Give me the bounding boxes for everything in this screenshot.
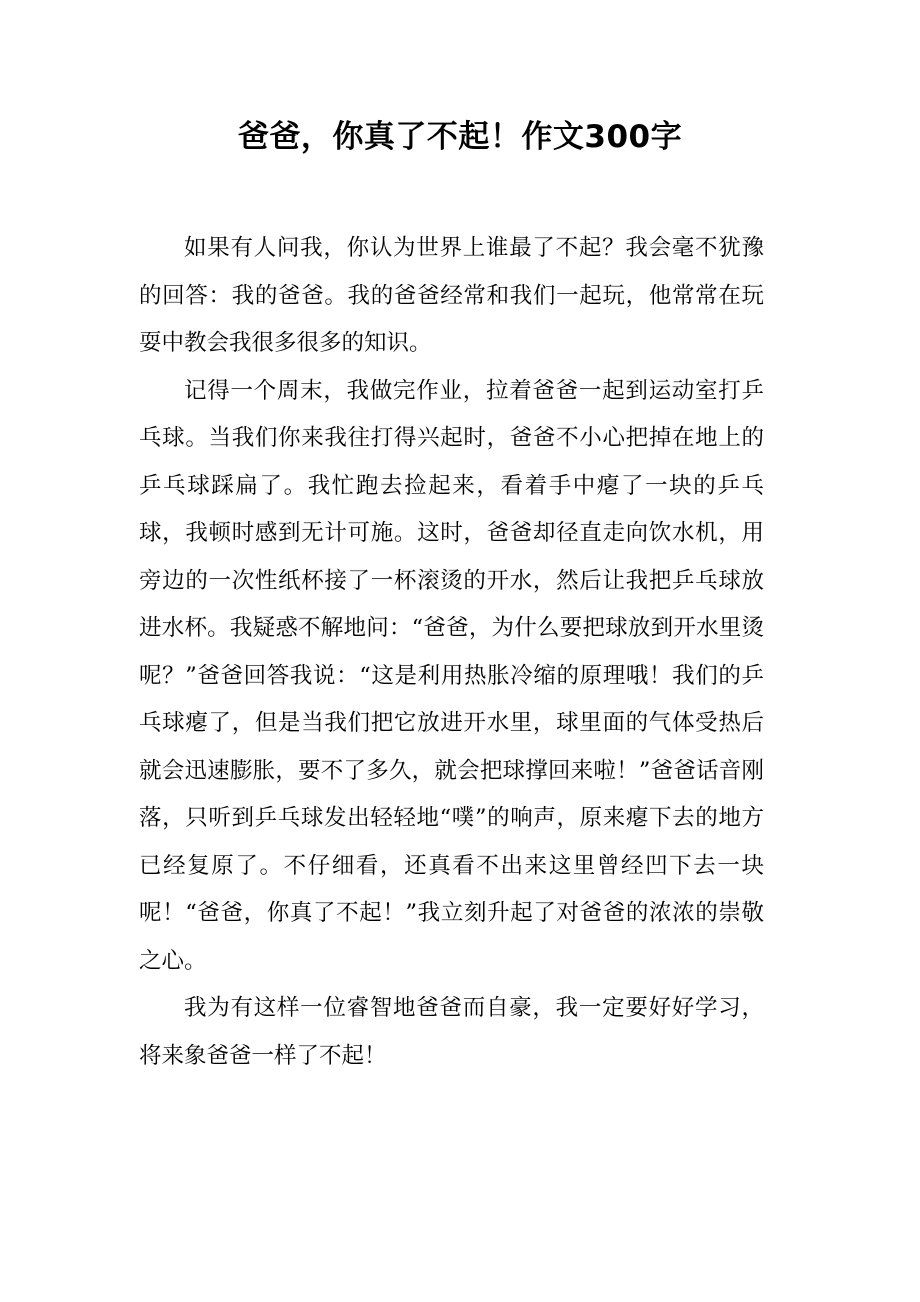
paragraph-intro: 如果有人问我，你认为世界上谁最了不起？我会毫不犹豫的回答：我的爸爸。我的爸爸经常和我们一起玩，他常常在玩耍中教会我很多很多的知识。 <box>139 235 764 356</box>
paragraph-story: 记得一个周末，我做完作业，拉着爸爸一起到运动室打乒乓球。当我们你来我往打得兴起时，爸爸不小心把掉在地上的乒乓球踩扁了。我忙跑去捡起来，看着手中瘪了一块的乒乓球，我顿时感到无计可施。这时，爸爸却径直走向饮水机，用旁边的一次性纸杯接了一杯滚烫的开水，然后让我把乒乓球放进水杯。我疑惑不解地问：“爸爸，为什么要把球放到开水里烫呢？”爸爸回答我说：“这是利用热胀冷缩的原理哦！我们的乒乓球瘪了，但是当我们把它放进开水里，球里面的气体受热后就会迅速膨胀，要不了多久，就会把球撑回来啦！”爸爸话音刚落，只听到乒乓球发出轻轻地“噗”的响声，原来瘪下去的地方已经复原了。不仔细看，还真看不出来这里曾经凹下去一块呢！“爸爸，你真了不起！”我立刻升起了对爸爸的浓浓的崇敬之心。 <box>139 377 764 974</box>
document-title: 爸爸，你真了不起！作文300字 <box>237 119 683 155</box>
paragraph-conclusion: 我为有这样一位睿智地爸爸而自豪，我一定要好好学习，将来象爸爸一样了不起！ <box>139 995 764 1069</box>
document-body <box>139 225 764 1080</box>
